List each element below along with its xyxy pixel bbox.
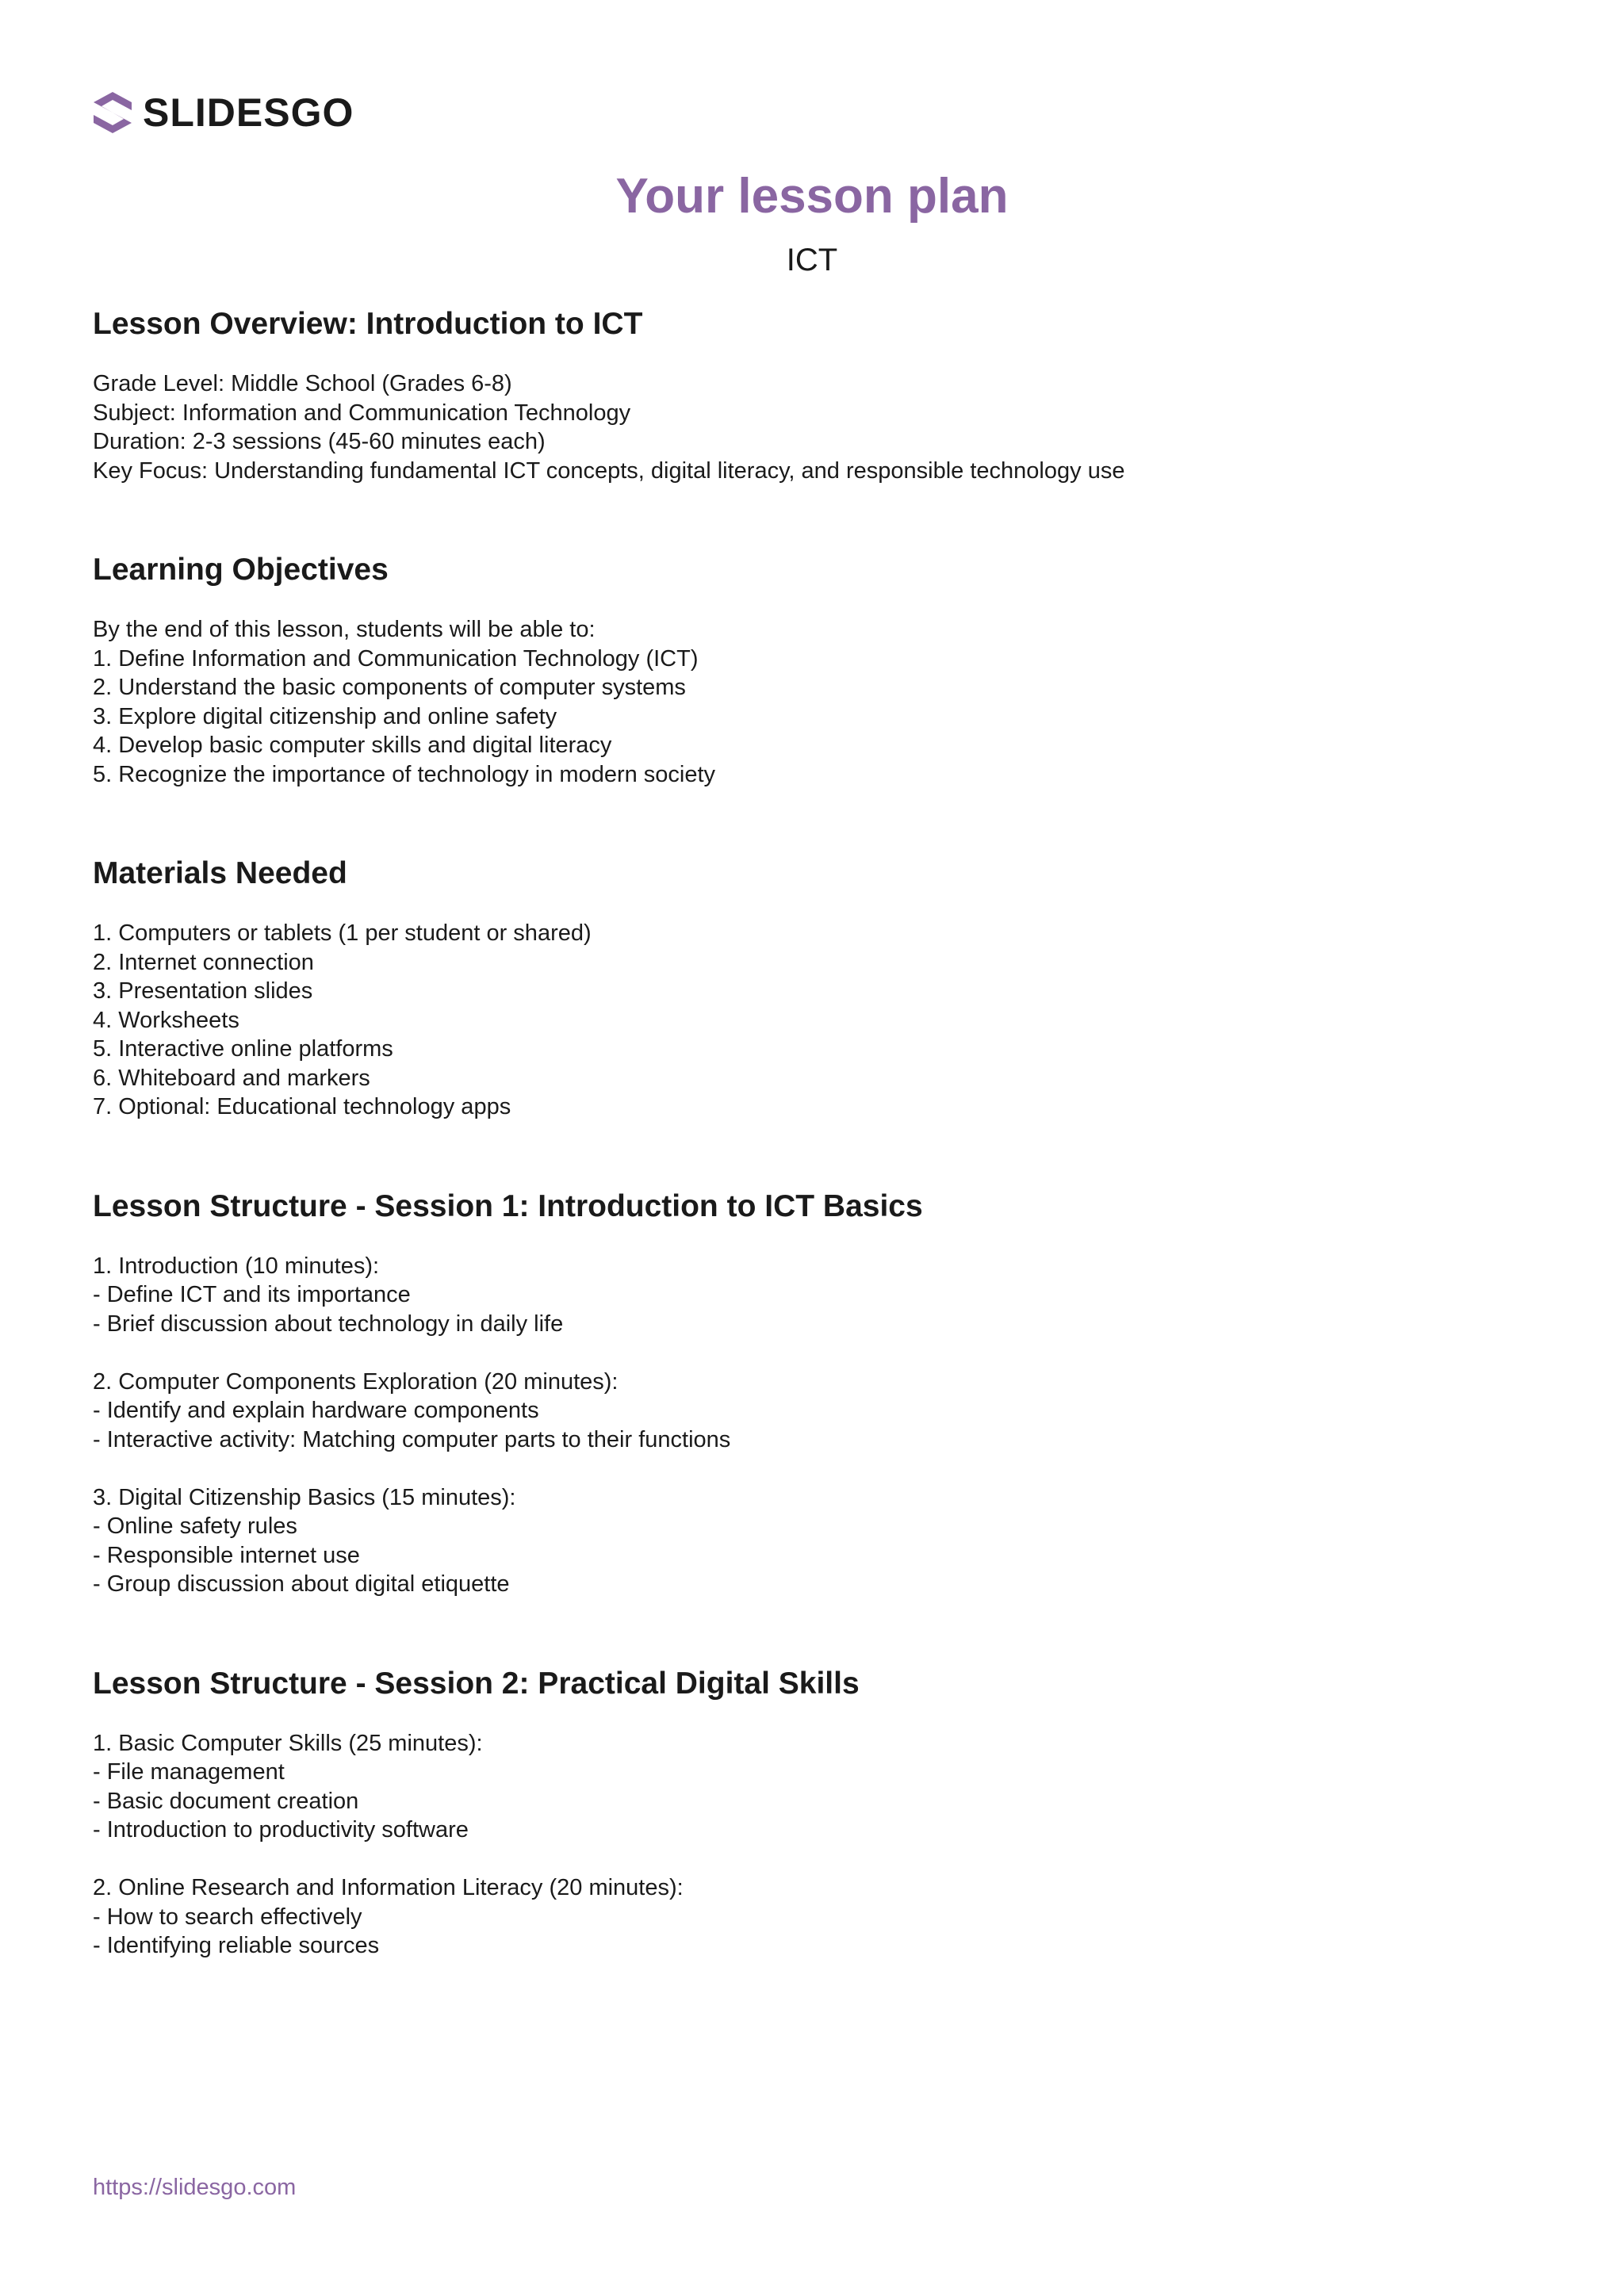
text-line: 3. Digital Citizenship Basics (15 minutes): — [93, 1484, 516, 1510]
text-line: - Basic document creation — [93, 1788, 359, 1814]
section-heading: Learning Objectives — [93, 553, 389, 587]
text-line: 4. Worksheets — [93, 1007, 239, 1033]
text-line: - Group discussion about digital etiquette — [93, 1571, 510, 1597]
footer-link[interactable]: https://slidesgo.com — [93, 2175, 297, 2200]
text-line: - Responsible internet use — [93, 1542, 360, 1568]
text-line: 2. Computer Components Exploration (20 minutes): — [93, 1368, 619, 1395]
text-line: 4. Develop basic computer skills and digital literacy — [93, 733, 612, 758]
text-line: - Brief discussion about technology in daily life — [93, 1311, 564, 1337]
text-line: - How to search effectively — [93, 1904, 362, 1930]
slidesgo-logo-icon — [92, 90, 133, 135]
text-line: 3. Explore digital citizenship and online safety — [93, 703, 557, 729]
text-line: Grade Level: Middle School (Grades 6-8) — [93, 371, 512, 396]
text-line: - File management — [93, 1759, 285, 1785]
paragraph — [93, 1368, 1544, 1455]
text-line: 1. Computers or tablets (1 per student or shared) — [93, 920, 592, 946]
paragraph — [93, 1873, 1544, 1961]
text-line: 2. Online Research and Information Literacy (20 minutes): — [93, 1875, 684, 1900]
logo-text: SLIDESGO — [143, 90, 354, 135]
text-line: By the end of this lesson, students will be able to: — [93, 617, 596, 642]
text-line: - Define ICT and its importance — [93, 1282, 411, 1307]
paragraph — [93, 1729, 1544, 1845]
text-line: - Identify and explain hardware components — [93, 1398, 539, 1423]
text-line: 1. Basic Computer Skills (25 minutes): — [93, 1730, 483, 1756]
section-0 — [93, 303, 1544, 485]
text-line: 6. Whiteboard and markers — [93, 1065, 370, 1091]
section-4 — [93, 1663, 1544, 1961]
section-heading: Lesson Structure - Session 1: Introduction to ICT Basics — [93, 1188, 923, 1223]
page-subtitle: ICT — [786, 243, 838, 277]
text-line: 2. Internet connection — [93, 949, 314, 975]
text-line: Subject: Information and Communication Technology — [93, 400, 631, 426]
text-line: Duration: 2-3 sessions (45-60 minutes each) — [93, 429, 546, 454]
section-1 — [93, 549, 1544, 789]
text-line: - Identifying reliable sources — [93, 1933, 380, 1958]
paragraph — [93, 615, 1544, 789]
text-line: 5. Recognize the importance of technology in modern society — [93, 761, 716, 787]
paragraph — [93, 1252, 1544, 1339]
text-line: 7. Optional: Educational technology apps — [93, 1094, 511, 1119]
page-title: Your lesson plan — [615, 169, 1009, 224]
paragraph — [93, 1483, 1544, 1599]
text-line: Key Focus: Understanding fundamental ICT concepts, digital literacy, and responsible technology use — [93, 457, 1125, 484]
text-line: 3. Presentation slides — [93, 978, 313, 1004]
text-line: - Introduction to productivity software — [93, 1817, 469, 1843]
section-3 — [93, 1185, 1544, 1599]
paragraph — [93, 919, 1544, 1122]
section-heading: Lesson Overview: Introduction to ICT — [93, 307, 643, 341]
section-heading: Lesson Structure - Session 2: Practical Digital Skills — [93, 1666, 860, 1701]
section-heading: Materials Needed — [93, 856, 347, 890]
text-line: - Interactive activity: Matching computer parts to their functions — [93, 1426, 731, 1452]
text-line: 1. Introduction (10 minutes): — [93, 1253, 380, 1279]
text-line: - Online safety rules — [93, 1513, 297, 1539]
lesson-content — [93, 303, 1544, 1961]
paragraph — [93, 369, 1544, 485]
section-2 — [93, 852, 1544, 1122]
text-line: 5. Interactive online platforms — [93, 1036, 393, 1062]
slidesgo-logo[interactable] — [92, 89, 354, 136]
text-line: 1. Define Information and Communication Technology (ICT) — [93, 645, 699, 672]
text-line: 2. Understand the basic components of computer systems — [93, 675, 686, 700]
